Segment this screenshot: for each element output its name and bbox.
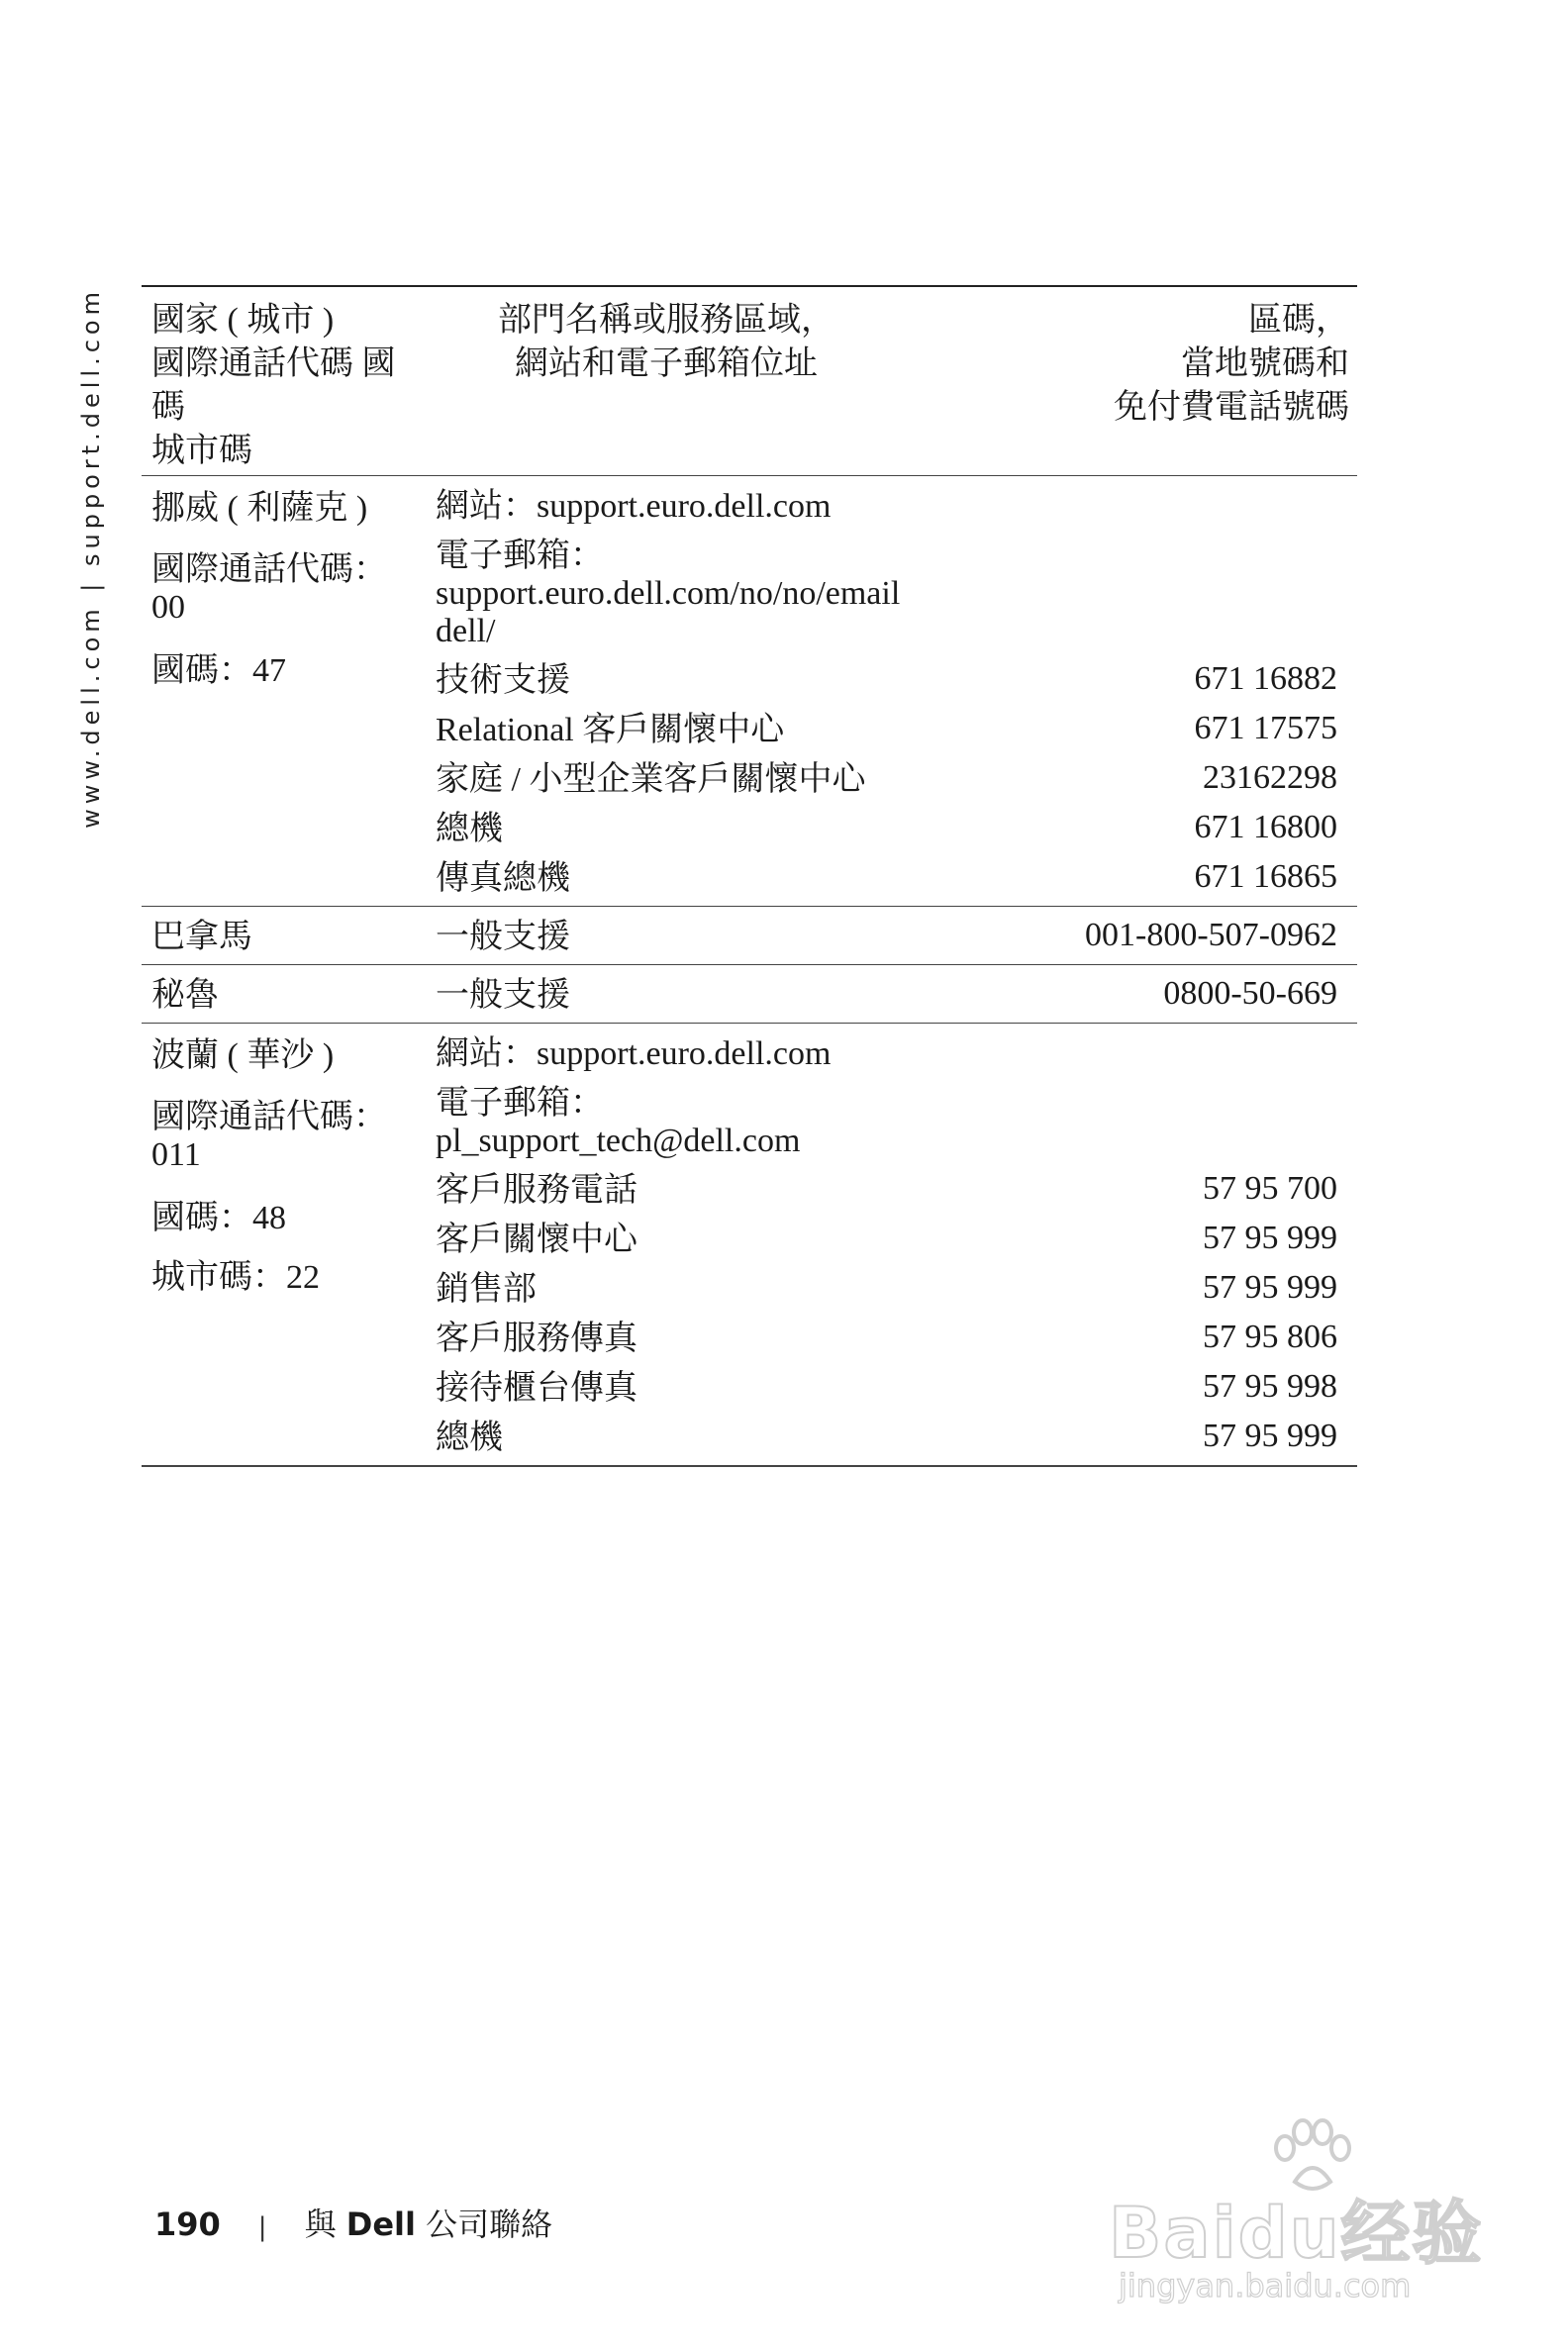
group-norway	[142, 476, 1357, 906]
row-number	[1080, 1024, 1357, 1033]
table-row	[436, 476, 1357, 526]
row-description: 網站：support.euro.dell.com	[436, 488, 832, 525]
row-description: 網站：support.euro.dell.com	[436, 1035, 832, 1072]
table-row	[436, 848, 1357, 898]
page-number: 190	[154, 2205, 221, 2243]
row-description: 客戶服務傳真	[436, 1321, 637, 1357]
footer-title-pre: 與	[304, 2205, 346, 2243]
row-description: Relational 客戶關懷中心	[436, 712, 785, 748]
row-number: 671 16865	[1194, 858, 1337, 895]
row-description: 總機	[436, 1420, 503, 1456]
footer-title-post: 公司聯絡	[415, 2205, 553, 2243]
footer-separator: |	[257, 2212, 267, 2242]
header-number-l1: 區碼，	[1248, 302, 1349, 339]
header-country-l1: 國家 ( 城市 )	[151, 302, 335, 339]
page-footer	[154, 2200, 552, 2245]
table-row	[436, 526, 1357, 650]
row-number: 57 95 806	[1203, 1319, 1337, 1355]
row-description: 電子郵箱： pl_support_tech@dell.com	[436, 1085, 801, 1159]
table-row	[436, 1160, 1357, 1210]
table-bottom-rule	[142, 1465, 1357, 1467]
header-department-l2: 網站和電子郵箱位址	[515, 345, 818, 382]
row-number: 57 95 700	[1203, 1170, 1337, 1207]
table-row	[436, 1259, 1357, 1309]
row-description: 家庭 / 小型企業客戶關懷中心	[436, 761, 866, 798]
row-description: 總機	[436, 811, 503, 847]
row-description: 銷售部	[436, 1271, 537, 1308]
panama-desc: 一般支援	[436, 919, 570, 955]
header-number-l3: 免付費電話號碼	[1114, 389, 1349, 426]
footer-title-brand: Dell	[345, 2205, 416, 2243]
table-row	[436, 799, 1357, 848]
header-department	[468, 299, 864, 386]
side-url: www.dell.com | support.dell.com	[77, 287, 105, 829]
row-description: 接待櫃台傳真	[436, 1370, 637, 1407]
group-poland	[142, 1024, 1357, 1465]
poland-intl-label: 國際通話代碼：	[151, 1099, 387, 1135]
row-description: 客戶關懷中心	[436, 1222, 637, 1258]
panama-country: 巴拿馬	[151, 919, 252, 955]
table-row	[436, 700, 1357, 749]
header-country-l4: 城市碼	[151, 433, 252, 469]
watermark-url: jingyan.baidu.com	[1119, 2267, 1412, 2304]
table-row	[436, 650, 1357, 700]
poland-country-code: 國碼：48	[151, 1200, 286, 1236]
table-row	[436, 1309, 1357, 1358]
table-row	[436, 1408, 1357, 1457]
row-panama	[142, 907, 1357, 964]
row-number: 671 16882	[1194, 660, 1337, 697]
baidu-watermark	[1109, 2118, 1485, 2306]
row-number	[1080, 476, 1357, 486]
header-department-l1: 部門名稱或服務區域，	[498, 302, 834, 339]
row-number: 671 16800	[1194, 809, 1337, 845]
row-description: 技術支援	[436, 662, 570, 699]
row-number: 23162298	[1203, 759, 1337, 796]
norway-name: 挪威 ( 利薩克 )	[151, 490, 368, 527]
row-description: 電子郵箱： support.euro.dell.com/no/no/email dell/	[436, 538, 901, 649]
header-number-l2: 當地號碼和	[1181, 345, 1349, 382]
norway-rows	[436, 476, 1357, 906]
panama-number: 001-800-507-0962	[1085, 917, 1337, 953]
poland-rows	[436, 1024, 1357, 1465]
peru-country: 秘魯	[151, 977, 219, 1014]
table-row	[436, 1210, 1357, 1259]
row-description: 傳真總機	[436, 860, 570, 897]
table-row	[436, 749, 1357, 799]
row-number: 57 95 998	[1203, 1368, 1337, 1405]
row-peru	[142, 965, 1357, 1023]
poland-country	[151, 1024, 419, 1297]
table-header	[142, 287, 1357, 475]
table-row	[436, 1073, 1357, 1160]
row-number: 57 95 999	[1203, 1269, 1337, 1306]
table-row	[436, 1358, 1357, 1408]
poland-name: 波蘭 ( 華沙 )	[151, 1037, 335, 1074]
row-number: 57 95 999	[1203, 1220, 1337, 1256]
header-country-l2: 國際通話代碼 國	[151, 345, 396, 382]
peru-number: 0800-50-669	[1163, 975, 1337, 1012]
header-country	[151, 299, 439, 473]
peru-desc: 一般支援	[436, 977, 570, 1014]
contact-table	[142, 285, 1357, 1467]
footer-title	[305, 2205, 553, 2243]
row-number	[1080, 526, 1357, 536]
poland-city-code: 城市碼：22	[151, 1259, 320, 1296]
header-number	[993, 299, 1349, 430]
row-number	[1080, 1073, 1357, 1083]
poland-intl-code: 011	[151, 1136, 201, 1173]
norway-intl-code: 00	[151, 589, 185, 626]
norway-intl-label: 國際通話代碼：	[151, 551, 387, 588]
norway-country	[151, 476, 419, 690]
row-description: 客戶服務電話	[436, 1172, 637, 1209]
header-country-l3: 碼	[151, 389, 185, 426]
norway-country-code: 國碼：47	[151, 652, 286, 689]
row-number: 671 17575	[1194, 710, 1337, 746]
row-number: 57 95 999	[1203, 1418, 1337, 1454]
table-row	[436, 1024, 1357, 1073]
watermark-name: Baidu经验	[1109, 2193, 1484, 2274]
